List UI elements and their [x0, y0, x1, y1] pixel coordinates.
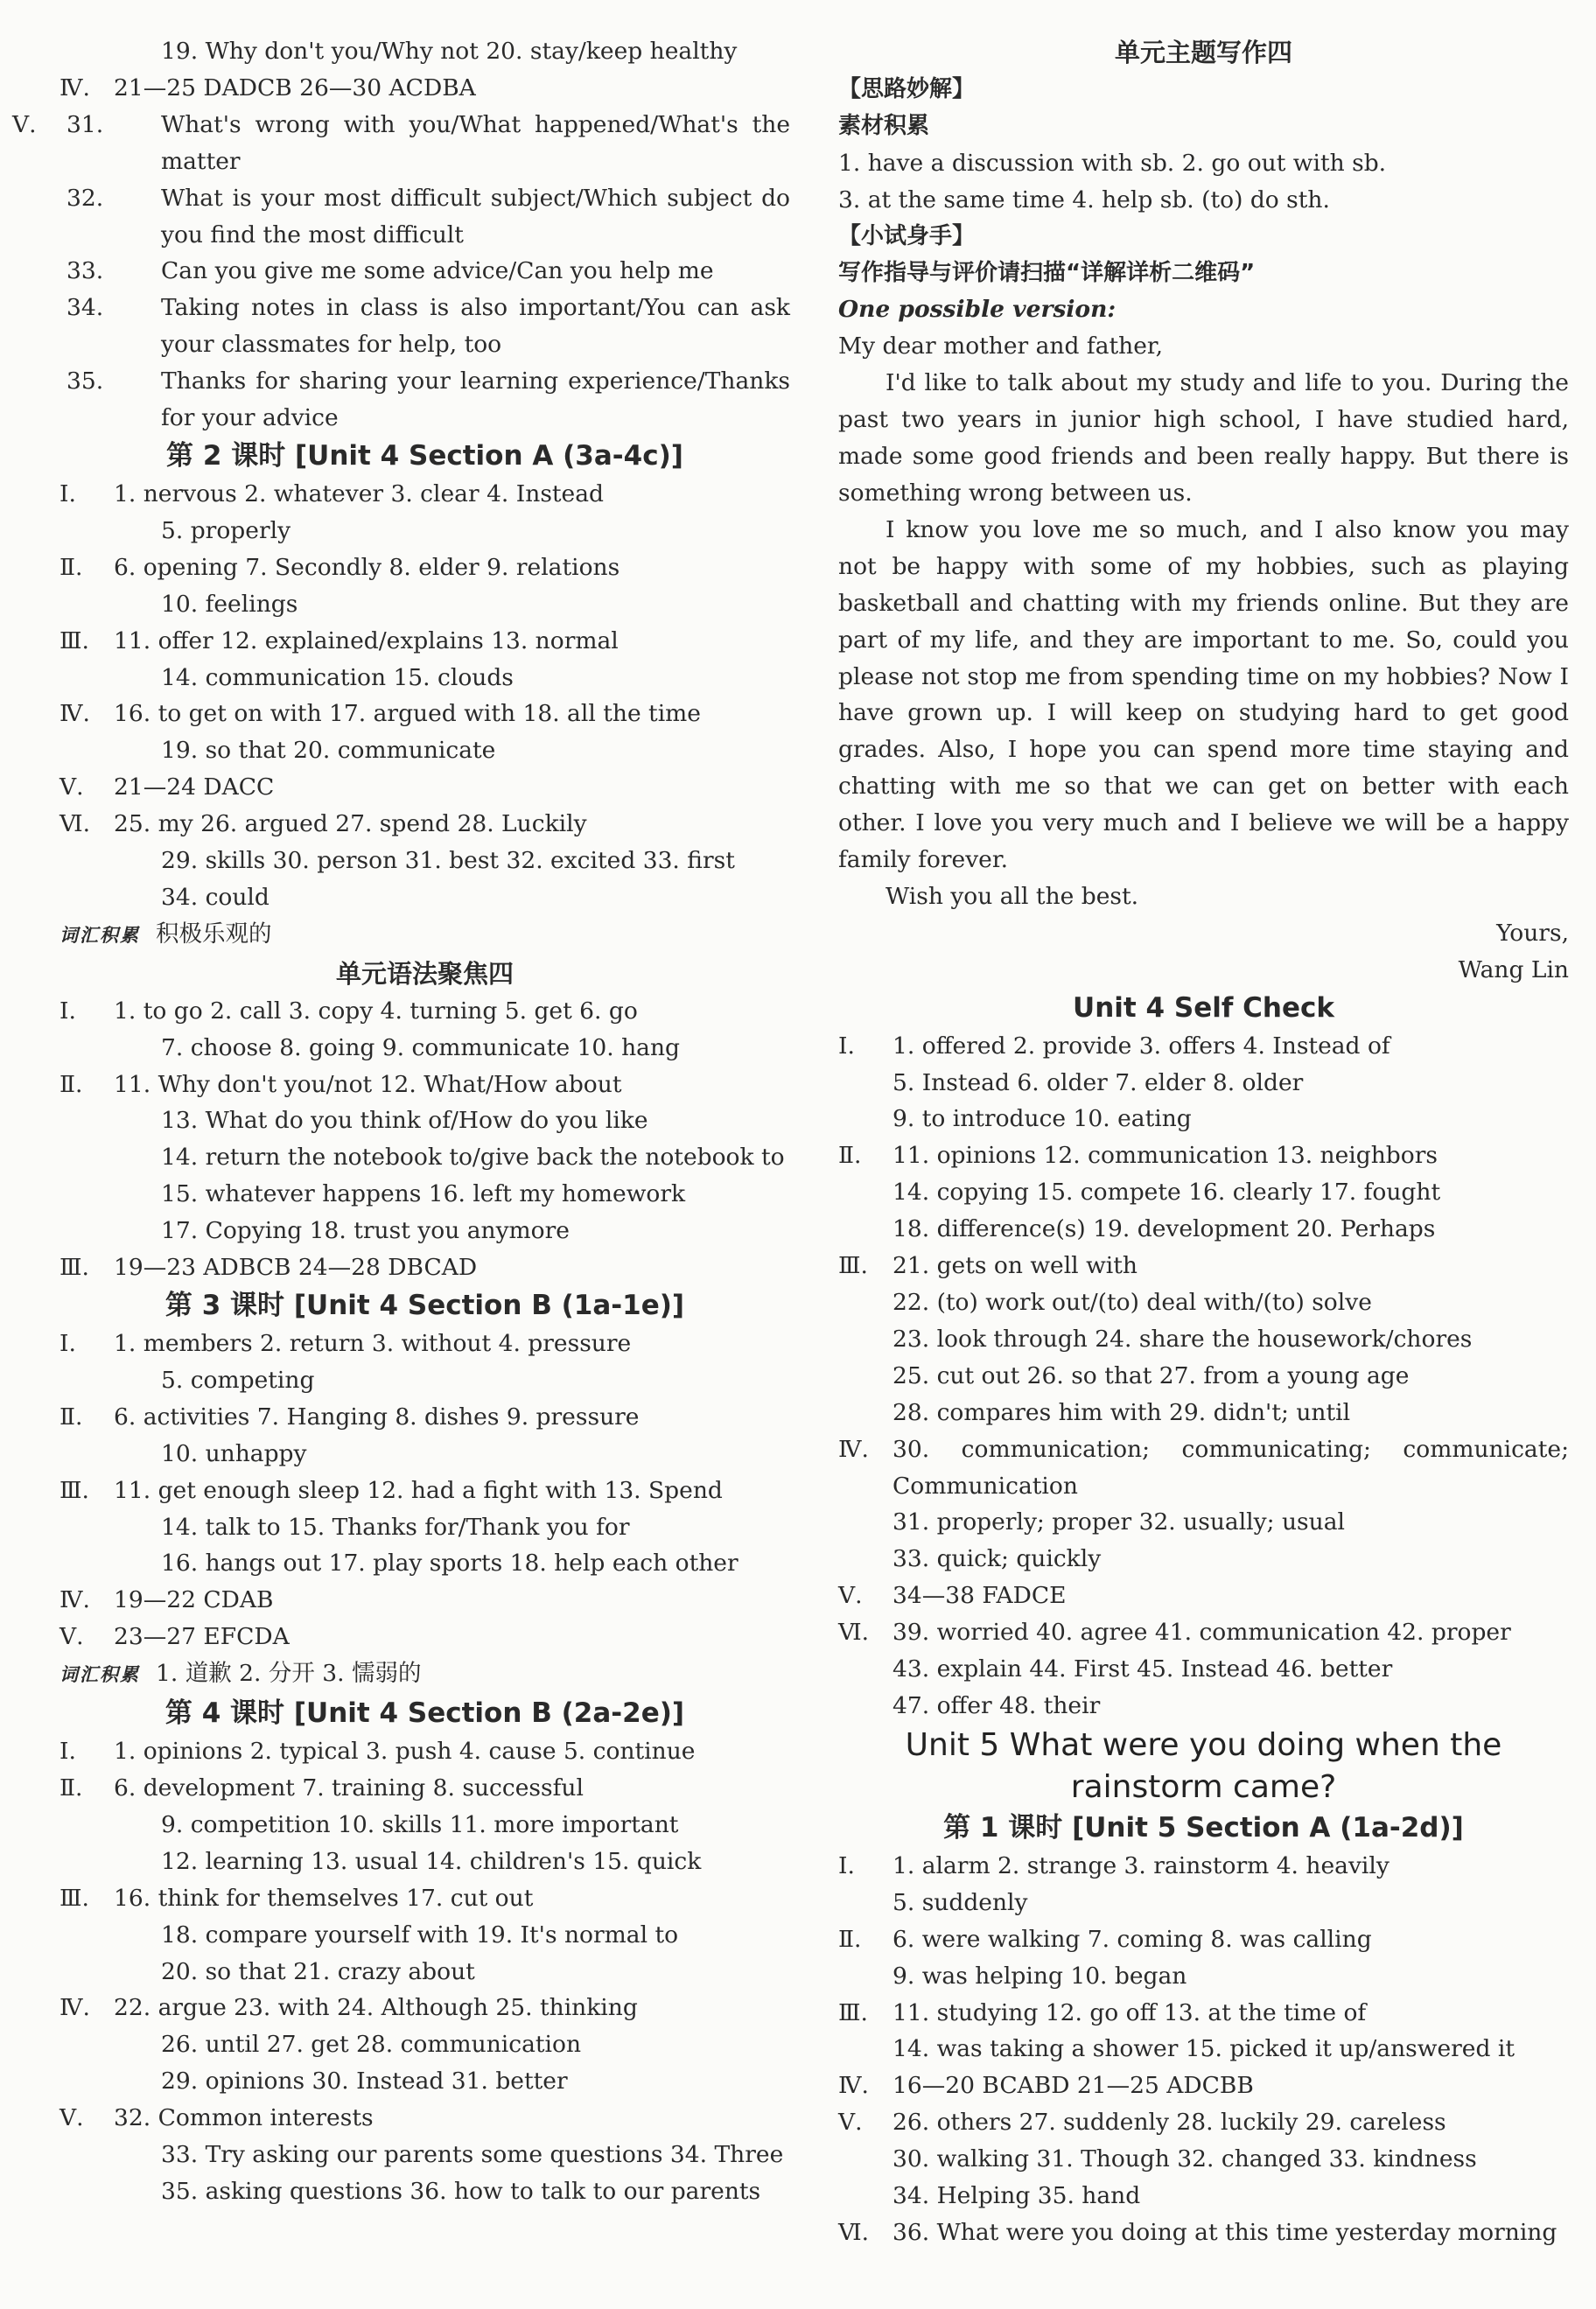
answer-line	[60, 1733, 790, 1770]
answer-line	[60, 1880, 790, 1917]
answer-line: 7. choose 8. going 9. communicate 10. hang	[161, 1033, 681, 1061]
answer-line: 10. feelings	[161, 590, 298, 618]
answer-line: 14. talk to 15. Thanks for/Thank you for	[161, 1513, 630, 1541]
answer-line	[60, 1399, 790, 1436]
answer-line: 17. Copying 18. trust you anymore	[161, 1217, 570, 1245]
vocab-text: 1. 道歉 2. 分开 3. 懦弱的	[156, 1660, 422, 1688]
answer-text: 1. opinions 2. typical 3. push 4. cause 5. continue	[114, 1738, 696, 1766]
answer-line: 16. hangs out 17. play sports 18. help each other	[161, 1550, 738, 1578]
label-text: 【小试身手】	[838, 222, 976, 249]
answer-line	[60, 806, 790, 843]
section-numeral: Ⅳ.	[60, 700, 90, 728]
answer-line: 34. Helping 35. hand	[892, 2182, 1141, 2210]
answer-line	[838, 1614, 1569, 1651]
section-numeral: Ⅲ.	[60, 1476, 89, 1504]
vocab-line	[60, 916, 790, 955]
vocab-text: 积极乐观的	[156, 920, 272, 948]
unit-heading: Unit 4 Self Check	[1073, 991, 1334, 1024]
section-numeral: Ⅳ.	[60, 1586, 90, 1614]
section-heading: 单元主题写作四	[1114, 38, 1292, 67]
answer-text: 1. alarm 2. strange 3. rainstorm 4. heavily	[892, 1851, 1390, 1879]
answer-text: 23—27 EFCDA	[114, 1623, 290, 1651]
answer-line: 14. copying 15. compete 16. clearly 17. fought	[892, 1179, 1441, 1207]
answer-line	[60, 1990, 790, 2026]
answer-line: 26. until 27. get 28. communication	[161, 2031, 582, 2059]
section-numeral: Ⅱ.	[60, 1403, 83, 1431]
answer-line: 9. competition 10. skills 11. more important	[161, 1810, 679, 1838]
section-numeral: Ⅱ.	[60, 1774, 83, 1802]
section-numeral: Ⅴ.	[60, 1623, 84, 1651]
answer-line: 33. quick; quickly	[892, 1545, 1102, 1573]
answer-text: 6. development 7. training 8. successful	[114, 1774, 584, 1802]
section-numeral: Ⅱ.	[60, 1070, 83, 1098]
answer-line	[60, 1473, 790, 1509]
section-numeral: Ⅲ.	[60, 1254, 89, 1282]
answer-text: 11. offer 12. explained/explains 13. normal	[114, 626, 619, 654]
answer-line	[838, 2215, 1569, 2251]
text-line: My dear mother and father,	[838, 332, 1164, 360]
answer-line	[838, 1431, 1569, 1505]
answer-line	[838, 1995, 1569, 2032]
answer-text: 16. think for themselves 17. cut out	[114, 1884, 534, 1912]
answer-line	[60, 1619, 790, 1655]
answer-text: 25. my 26. argued 27. spend 28. Luckily	[114, 810, 587, 838]
answer-line: 33. Try asking our parents some questions 34. Three	[161, 2141, 784, 2169]
section-numeral: Ⅴ.	[838, 2109, 863, 2137]
answer-line: 15. whatever happens 16. left my homework	[161, 1180, 686, 1208]
answer-text: Can you give me some advice/Can you help me	[161, 257, 714, 285]
answer-line	[60, 1067, 790, 1103]
section-numeral: Ⅵ.	[838, 1619, 870, 1647]
text-line: 3. at the same time 4. help sb. (to) do sth.	[838, 185, 1330, 213]
label-text: 素材积累	[838, 112, 930, 139]
answer-line	[60, 769, 790, 806]
section-numeral: Ⅲ.	[838, 1998, 868, 2026]
section-numeral: Ⅴ.	[60, 773, 84, 801]
text-line: 1. have a discussion with sb. 2. go out with sb.	[838, 149, 1387, 177]
answer-line	[60, 549, 790, 586]
answer-line	[60, 1326, 790, 1362]
essay-paragraph: I know you love me so much, and I also know you may not be happy with some of my hobbies, such as playing basketball and chatting with my friends online. But they are part of my life, and they are important to me. So, could you please not stop me from spending time on my hobbies? Now I have grown up. I will keep on studying hard to get good grades. Also, I hope you can spend more time staying and chatting with me so that we can get on better with each other. I love you very much and I believe we will be a happy family forever.	[838, 515, 1569, 874]
answer-line	[60, 1582, 790, 1619]
answer-line	[60, 70, 790, 107]
label-text: 【思路妙解】	[838, 76, 976, 102]
section-numeral: Ⅱ.	[838, 1142, 862, 1170]
answer-line: 22. (to) work out/(to) deal with/(to) solve	[892, 1289, 1372, 1316]
answer-line: 23. look through 24. share the housework/chores	[892, 1325, 1473, 1353]
answer-line	[838, 2068, 1569, 2104]
section-numeral: Ⅱ.	[838, 1925, 862, 1953]
section-numeral: Ⅰ.	[60, 1738, 76, 1766]
answer-text: 21—24 DACC	[114, 773, 275, 801]
section-numeral: Ⅰ.	[838, 1851, 855, 1879]
section-numeral: Ⅳ.	[60, 1994, 90, 2022]
left-column	[12, 33, 790, 2210]
item-number: 34.	[66, 294, 104, 322]
section-numeral: Ⅳ.	[838, 2072, 869, 2100]
answer-line: 12. learning 13. usual 14. children's 15. quick	[161, 1847, 702, 1875]
version-line	[838, 291, 1569, 328]
answer-line: 5. properly	[161, 516, 291, 544]
answer-line	[60, 1770, 790, 1807]
item-number: 31.	[66, 110, 104, 138]
section-numeral: Ⅱ.	[60, 553, 83, 581]
answer-line: 18. difference(s) 19. development 20. Perhaps	[892, 1215, 1436, 1243]
answer-text: 34—38 FADCE	[892, 1582, 1067, 1610]
answer-line	[838, 1578, 1569, 1614]
answer-line	[838, 1137, 1569, 1174]
answer-line: 34. could	[161, 883, 270, 911]
answer-line	[60, 290, 790, 363]
answer-text: 39. worried 40. agree 41. communication 42. proper	[892, 1619, 1511, 1647]
answer-text: 11. Why don't you/not 12. What/How about	[114, 1070, 622, 1098]
section-numeral: Ⅲ.	[838, 1252, 868, 1280]
section-numeral: Ⅴ.	[838, 1582, 863, 1610]
answer-line: 14. return the notebook to/give back the notebook to	[161, 1144, 785, 1172]
answer-text: 11. opinions 12. communication 13. neighbors	[892, 1142, 1438, 1170]
answer-text: 11. studying 12. go off 13. at the time of	[892, 1998, 1367, 2026]
answer-line	[838, 1921, 1569, 1958]
answer-line	[838, 1848, 1569, 1885]
answer-text: Thanks for sharing your learning experience/Thanks for your advice	[161, 367, 790, 432]
answer-text: 1. offered 2. provide 3. offers 4. Instead of	[892, 1032, 1390, 1060]
answer-text: 32. Common interests	[114, 2104, 374, 2132]
answer-text: 30. communication; communicating; communicate; Communication	[892, 1435, 1569, 1500]
answer-line	[60, 180, 790, 254]
answer-line	[60, 253, 790, 290]
answer-line: 14. communication 15. clouds	[161, 663, 514, 691]
answer-line	[60, 993, 790, 1030]
answer-text: What is your most difficult subject/Which subject do you find the most difficult	[161, 184, 790, 248]
answer-text: 16—20 BCABD 21—25 ADCBB	[892, 2072, 1254, 2100]
answer-line: 5. suddenly	[892, 1888, 1028, 1916]
answer-text: Taking notes in class is also important/You can ask your classmates for help, too	[161, 294, 790, 359]
right-column	[838, 33, 1569, 2251]
essay-paragraph: Wish you all the best.	[886, 882, 1139, 910]
answer-text: 21. gets on well with	[892, 1252, 1138, 1280]
answer-line: 31. properly; proper 32. usually; usual	[892, 1508, 1345, 1536]
answer-text: 1. members 2. return 3. without 4. pressure	[114, 1330, 632, 1357]
answer-text: What's wrong with you/What happened/What's the matter	[161, 110, 790, 175]
lesson-heading: 第 3 课时 [Unit 4 Section B (1a-1e)]	[164, 1290, 685, 1321]
item-number: 33.	[66, 257, 104, 285]
answer-text: 6. opening 7. Secondly 8. elder 9. relations	[114, 553, 620, 581]
section-numeral: Ⅰ.	[60, 997, 76, 1025]
answer-line	[60, 696, 790, 732]
section-numeral: Ⅴ.	[60, 2104, 84, 2132]
answer-line	[60, 1249, 790, 1286]
section-numeral: Ⅳ.	[60, 73, 90, 101]
section-heading: 单元语法聚焦四	[335, 958, 514, 989]
answer-text: 6. activities 7. Hanging 8. dishes 9. pressure	[114, 1403, 640, 1431]
answer-text: 1. to go 2. call 3. copy 4. turning 5. get 6. go	[114, 997, 638, 1025]
answer-line: 28. compares him with 29. didn't; until	[892, 1398, 1351, 1426]
answer-text: 22. argue 23. with 24. Although 25. thinking	[114, 1994, 638, 2022]
answer-line	[60, 2100, 790, 2137]
item-number: 32.	[66, 184, 104, 212]
vocab-line	[60, 1655, 790, 1694]
section-numeral: Ⅰ.	[838, 1032, 855, 1060]
section-numeral: Ⅵ.	[60, 810, 91, 838]
answer-line: 14. was taking a shower 15. picked it up/answered it	[892, 2035, 1515, 2063]
unit-title: rainstorm came?	[1070, 1768, 1337, 1805]
answer-line	[838, 2104, 1569, 2141]
answer-text: 21—25 DADCB 26—30 ACDBA	[114, 73, 476, 101]
answer-text: 26. others 27. suddenly 28. luckily 29. careless	[892, 2109, 1446, 2137]
answer-line: 35. asking questions 36. how to talk to our parents	[161, 2177, 761, 2205]
answer-text: 6. were walking 7. coming 8. was calling	[892, 1925, 1372, 1953]
answer-line	[60, 363, 790, 437]
version-label: One possible version:	[838, 296, 1116, 324]
answer-line: 19. so that 20. communicate	[161, 737, 496, 765]
answer-text: 1. nervous 2. whatever 3. clear 4. Instead	[114, 479, 605, 507]
section-numeral: Ⅰ.	[60, 1330, 76, 1357]
label-text: 写作指导与评价请扫描“详解详析二维码”	[838, 259, 1256, 286]
answer-text: 16. to get on with 17. argued with 18. all the time	[114, 700, 701, 728]
answer-line: 10. unhappy	[161, 1439, 307, 1467]
section-numeral: Ⅰ.	[60, 479, 76, 507]
answer-line: 30. walking 31. Though 32. changed 33. kindness	[892, 2145, 1477, 2173]
answer-line	[838, 1028, 1569, 1065]
answer-text: 36. What were you doing at this time yesterday morning	[892, 2218, 1558, 2246]
answer-text: 11. get enough sleep 12. had a fight with 13. Spend	[114, 1476, 723, 1504]
answer-line: 29. opinions 30. Instead 31. better	[161, 2068, 568, 2096]
answer-line: 29. skills 30. person 31. best 32. excited 33. first	[161, 847, 735, 875]
section-numeral: Ⅵ.	[838, 2218, 870, 2246]
answer-line: 20. so that 21. crazy about	[161, 1957, 475, 1985]
section-numeral: Ⅳ.	[838, 1435, 869, 1463]
essay-paragraph: I'd like to talk about my study and life to you. During the past two years in junior high school, I have studied hard, made some good friends and been really happy. But there is something wrong between us.	[838, 369, 1569, 507]
answer-line: 25. cut out 26. so that 27. from a young age	[892, 1361, 1410, 1389]
vocab-label: 词汇积累	[60, 1664, 140, 1686]
answer-text: 19—22 CDAB	[114, 1586, 274, 1614]
answer-line	[838, 1248, 1569, 1284]
answer-line: 9. to introduce 10. eating	[892, 1105, 1192, 1133]
unit-title: Unit 5 What were you doing when the	[905, 1726, 1502, 1763]
answer-line: Ⅴ. 31. What's wrong with you/What happened/What's the matter	[60, 107, 790, 180]
answer-line: 43. explain 44. First 45. Instead 46. better	[892, 1655, 1393, 1683]
answer-line: 13. What do you think of/How do you like	[161, 1107, 648, 1135]
lesson-heading: 第 4 课时 [Unit 4 Section B (2a-2e)]	[164, 1697, 685, 1730]
signature-line: Wang Lin	[1458, 955, 1569, 983]
answer-line: 5. Instead 6. older 7. elder 8. older	[892, 1068, 1304, 1096]
lesson-heading: 第 1 课时 [Unit 5 Section A (1a-2d)]	[943, 1811, 1464, 1844]
answer-text: 19—23 ADBCB 24—28 DBCAD	[114, 1254, 478, 1282]
answer-line: 5. competing	[161, 1366, 315, 1394]
signature-line: Yours,	[1496, 919, 1569, 947]
item-number: 35.	[66, 367, 104, 395]
answer-line	[60, 623, 790, 660]
answer-line	[60, 476, 790, 513]
answer-line: 9. was helping 10. began	[892, 1962, 1187, 1990]
section-numeral: Ⅲ.	[60, 1884, 89, 1912]
answer-line: 19. Why don't you/Why not 20. stay/keep healthy	[161, 38, 738, 65]
vocab-label: 词汇积累	[60, 924, 140, 946]
lesson-heading: 第 2 课时 [Unit 4 Section A (3a-4c)]	[166, 439, 683, 472]
answer-line: 47. offer 48. their	[892, 1691, 1101, 1719]
answer-line: 18. compare yourself with 19. It's normal to	[161, 1921, 679, 1949]
section-numeral: Ⅲ.	[60, 626, 89, 654]
